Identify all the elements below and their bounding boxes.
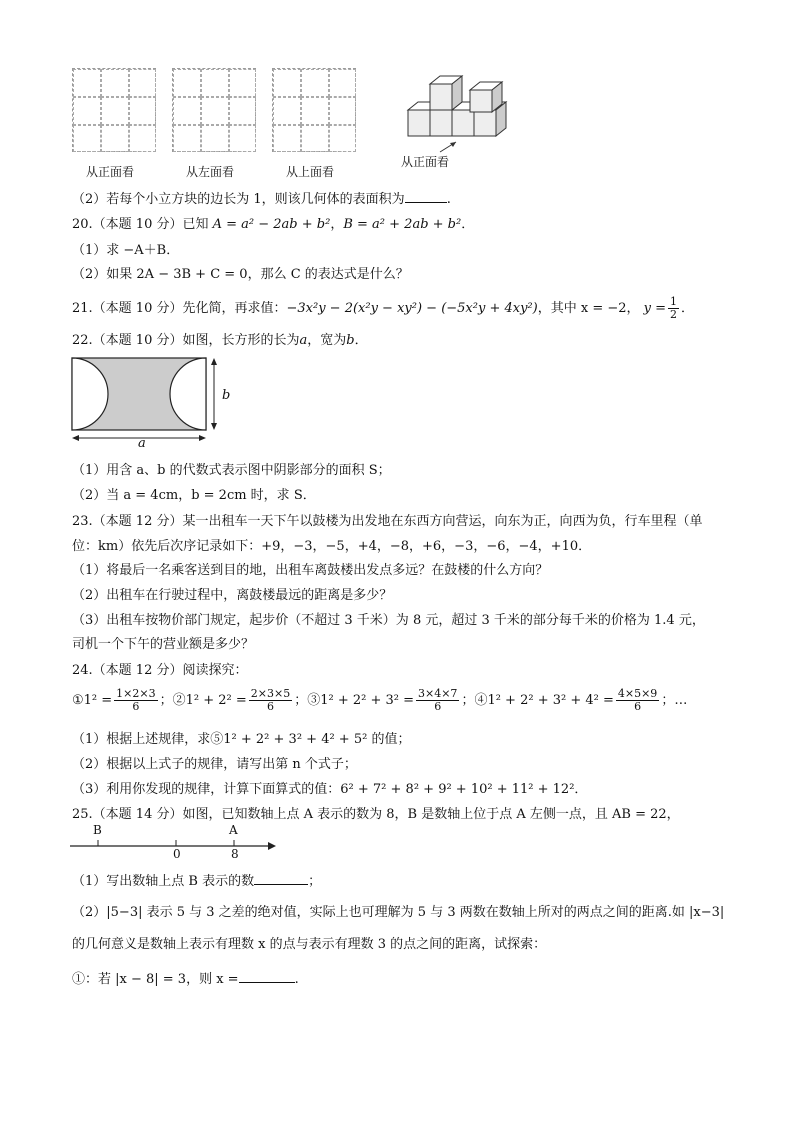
answer-blank[interactable] [405,190,447,203]
q23-line2: 位：km）依先后次序记录如下：+9，−3，−5，+4，−8，+6，−3，−6，−4，+10． [72,539,592,554]
point-B-label: B [93,823,102,837]
q20-part1: （1）求 −A＋B． [72,243,180,258]
tick-0-label: 0 [173,847,181,861]
q25-part3: ①：若 |x − 8| = 3，则 x = . [72,972,299,987]
q23-line1: 23.（本题 12 分）某一出租车一天下午以鼓楼为出发地在东西方向营运，向东为正，向西为负，行车里程（单 [72,514,703,529]
q24-part3: （3）利用你发现的规律，计算下面算式的值：6² + 7² + 8² + 9² + 10² + 11² + 12²． [72,782,588,797]
cube-solid-figure [400,66,520,156]
front-view-grid [72,68,156,152]
q25-part1: （1）写出数轴上点 B 表示的数 ； [72,874,322,889]
answer-blank[interactable] [254,872,308,885]
left-view-caption: 从左面看 [186,165,235,179]
q23-part1: （1）将最后一名乘客送到目的地，出租车离鼓楼出发点多远？在鼓楼的什么方向？ [72,563,549,578]
q22-heading: 22.（本题 10 分）如图，长方形的长为a，宽为b． [72,333,368,348]
q22-part1: （1）用含 a、b 的代数式表示图中阴影部分的面积 S； [72,463,391,478]
q24-part1: （1）根据上述规律，求⑤1² + 2² + 3² + 4² + 5² 的值； [72,732,411,747]
q25-part2-cont: 的几何意义是数轴上表示有理数 x 的点与表示有理数 3 的点之间的距离，试探索： [72,937,547,952]
q19-part2: （2）若每个小立方块的边长为 1，则该几何体的表面积为 . [72,192,451,207]
q21-heading: 21.（本题 10 分）先化简，再求值：−3x²y − 2(x²y − xy²) − (−5x²y + 4xy²)，其中 x = −2， y = $\frac{1}{2}$ ． [72,295,695,321]
top-view-caption: 从上面看 [286,165,335,179]
q25-part2: （2）|5−3| 表示 5 与 3 之差的绝对值，实际上也可理解为 5 与 3 两数在数轴上所对的两点之间的距离.如 |x−3| [72,905,725,920]
q22-part2: （2）当 a = 4cm，b = 2cm 时，求 S． [72,488,316,503]
solid-front-caption: 从正面看 [401,155,450,169]
fig-label-b: b [222,388,231,403]
point-A-label: A [229,823,238,837]
q20-part2: （2）如果 2A − 3B + C = 0，那么 C 的表达式是什么？ [72,267,409,282]
tick-8-label: 8 [231,847,239,861]
q23-part3-cont: 司机一个下午的营业额是多少？ [72,637,255,652]
fig-label-a: a [138,436,146,451]
q24-heading: 24.（本题 12 分）阅读探究： [72,663,248,678]
front-view-caption: 从正面看 [86,165,135,179]
rectangle-figure [68,356,244,450]
q23-part3: （3）出租车按物价部门规定，起步价（不超过 3 千米）为 8 元，超过 3 千米的部分每千米的价格为 1.4 元， [72,613,705,628]
q24-examples: ①1² = $\frac{1\times 2\times 3}{6}$ ；②1² + 2² = $\frac{2\times 3\times 5}{6}$ ；③1² + 2² + 3² = $\frac{3\times 4\times 7}{6}$ ；④1² + 2² + 3² + 4² = $\frac{4\times 5\times 9}{6}$ ；… [72,687,688,713]
q23-part2: （2）出租车在行驶过程中，离鼓楼最远的距离是多少？ [72,588,393,603]
top-view-grid [272,68,356,152]
q25-heading: 25.（本题 14 分）如图，已知数轴上点 A 表示的数为 8，B 是数轴上位于点 A 左侧一点，且 AB = 22， [72,807,680,822]
q20-heading: 20.（本题 10 分）已知 A = a² − 2ab + b²，B = a² + 2ab + b²． [72,217,475,232]
answer-blank[interactable] [239,970,295,983]
q24-part2: （2）根据以上式子的规律，请写出第 n 个式子； [72,757,357,772]
left-view-grid [172,68,256,152]
